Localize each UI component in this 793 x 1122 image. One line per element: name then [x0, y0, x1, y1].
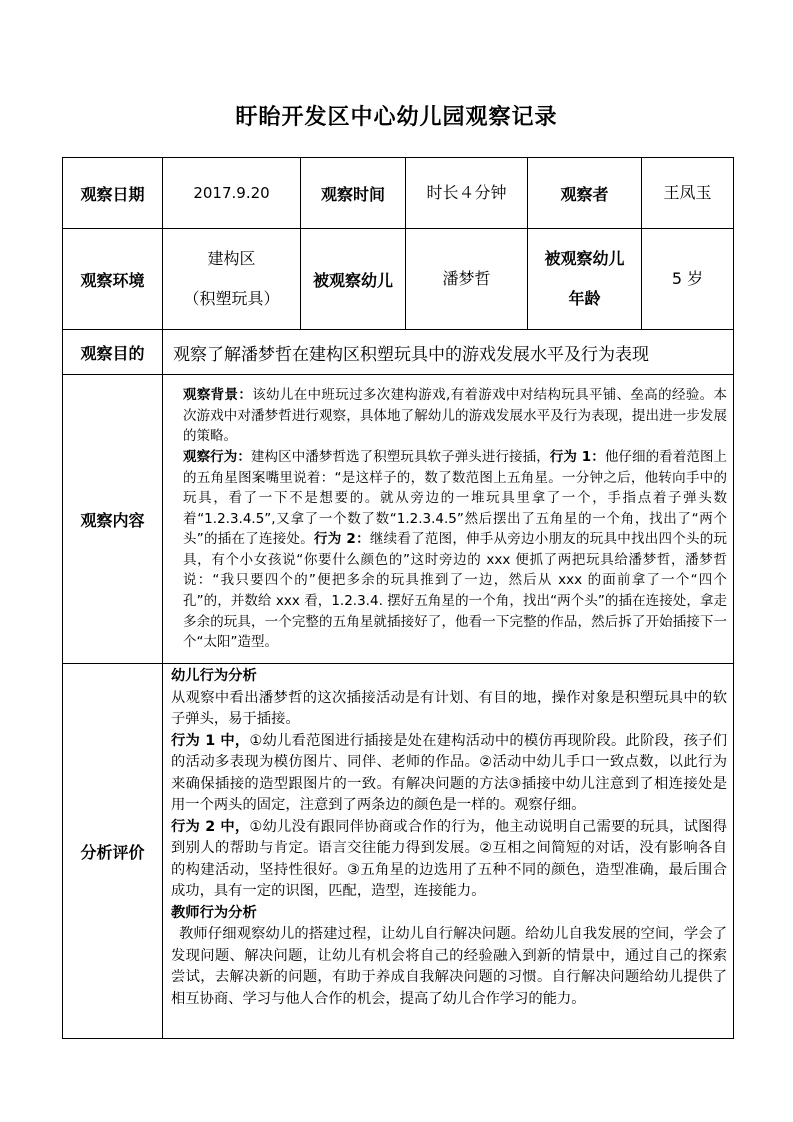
age-value: 5 岁 — [642, 229, 734, 330]
behavior-2-analysis — [171, 817, 727, 903]
behavior-1-analysis-text: ①幼儿看范图进行插接是处在建构活动中的模仿再现阶段。此阶段，孩子们的活动多表现为模仿图片、同伴、老师的作品。②活动中幼儿手口一致点数，以此行为来确保插接的造型跟图片的一致。有解决问题的方法③插接中幼儿注意到了相连接处是用一个两头的固定，注意到了两条边的颜色是一样的。观察仔细。 — [171, 732, 727, 813]
content-cell — [163, 375, 734, 664]
child-value: 潘梦哲 — [406, 229, 528, 330]
child-analysis-text: 从观察中看出潘梦哲的这次插接活动是有计划、有目的地，操作对象是积塑玩具中的软子弹头，易于插接。 — [171, 689, 727, 727]
age-label-line2: 年龄 — [568, 289, 601, 308]
behavior-2-analysis-heading: 行为 2 中， — [171, 818, 250, 835]
age-label-line1: 被观察幼儿 — [544, 249, 625, 268]
observer-value: 王凤玉 — [642, 158, 734, 229]
behavior-1-analysis-heading: 行为 1 中， — [171, 732, 250, 749]
analysis-cell — [163, 664, 734, 1039]
purpose-text: 观察了解潘梦哲在建构区积塑玩具中的游戏发展水平及行为表现 — [163, 330, 734, 375]
child-analysis-heading: 幼儿行为分析 — [171, 668, 257, 684]
row-environment — [63, 229, 734, 330]
behavior-1-analysis — [171, 731, 727, 817]
observer-label: 观察者 — [528, 158, 642, 229]
behavior-paragraph — [171, 447, 727, 653]
env-label: 观察环境 — [63, 229, 163, 330]
background-paragraph — [171, 385, 727, 447]
env-value-line1: 建构区 — [207, 249, 256, 268]
purpose-label: 观察目的 — [63, 330, 163, 375]
content-label: 观察内容 — [63, 375, 163, 664]
behavior-1-heading: 行为 1： — [549, 448, 605, 465]
teacher-analysis-text: 教师仔细观察幼儿的搭建过程，让幼儿自行解决问题。给幼儿自我发展的空间，学会了发现问题、解决问题，让幼儿有机会将自己的经验融入到新的情景中，通过自己的探索尝试，去解决新的问题，有助于养成自我解决问题的习惯。自行解决问题给幼儿提供了相互协商、学习与他人合作的机会，提高了幼儿合作学习的能力。 — [171, 926, 727, 1007]
behavior-2-analysis-text: ①幼儿没有跟同伴协商或合作的行为，他主动说明自己需要的玩具，试图得到别人的帮助与肯定。语言交往能力得到发展。②互相之间简短的对话，没有影响各自的构建活动，坚持性很好。③五角星的边选用了五种不同的颜色，造型准确，最后围合成功，具有一定的识图，匹配，造型，连接能力。 — [171, 818, 727, 899]
time-label: 观察时间 — [301, 158, 406, 229]
behavior-text-3: 继续看了范图，伸手从旁边小朋友的玩具中找出四个头的玩具，有个小女孩说“你要什么颜色的”这时旁边的 xxx 便抓了两把玩具给潘梦哲，潘梦哲说：“我只要四个的”便把多余的玩具推到了一边，然后从 xxx 的面前拿了一个“四个孔”的，并数给 xxx 看，1.2.3.4. 摆好五角星的一个角，找出“两个头”的插在连接处，拿走多余的玩具，一个完整的五角星就插接好了，他看一下完整的作品，然后拆了开始插接下一个“太阳”造型。 — [183, 531, 728, 651]
child-label: 被观察幼儿 — [301, 229, 406, 330]
env-value-line2: （积塑玩具） — [183, 289, 280, 308]
background-text: 该幼儿在中班玩过多次建构游戏,有着游戏中对结构玩具平铺、垒高的经验。本次游戏中对潘梦哲进行观察，具体地了解幼儿的游戏发展水平及行为表现，提出进一步发展的策略。 — [183, 387, 728, 445]
behavior-text-1: 建构区中潘梦哲选了积塑玩具软子弹头进行接插， — [250, 448, 550, 465]
teacher-analysis-heading: 教师行为分析 — [171, 904, 257, 921]
analysis-label: 分析评价 — [63, 664, 163, 1039]
date-value: 2017.9.20 — [163, 158, 301, 229]
behavior-text-2: 他仔细的看着范图上的五角星图案嘴里说着：“是这样子的，数了数范图上五角星。一分钟之后，他转向手中的玩具，看了一下不是想要的。就从旁边的一堆玩具里拿了一个，手指点着子弹头数着“1.2.3.4.5”,又拿了一个数了数“1.2.3.4.5”然后摆出了五角星的一个角，找出了“两个头”的插在了连接处。 — [183, 448, 728, 548]
time-value: 时长４分钟 — [406, 158, 528, 229]
behavior-2-heading: 行为 2： — [313, 531, 370, 548]
row-analysis — [63, 664, 734, 1039]
row-date-time — [63, 158, 734, 229]
date-label: 观察日期 — [63, 158, 163, 229]
age-label — [528, 229, 642, 330]
page-title: 盱眙开发区中心幼儿园观察记录 — [235, 105, 558, 130]
behavior-heading: 观察行为： — [183, 448, 251, 465]
observation-record-table — [62, 157, 734, 1039]
row-content — [63, 375, 734, 664]
row-purpose — [63, 330, 734, 375]
env-value — [163, 229, 301, 330]
background-heading: 观察背景： — [183, 387, 253, 404]
